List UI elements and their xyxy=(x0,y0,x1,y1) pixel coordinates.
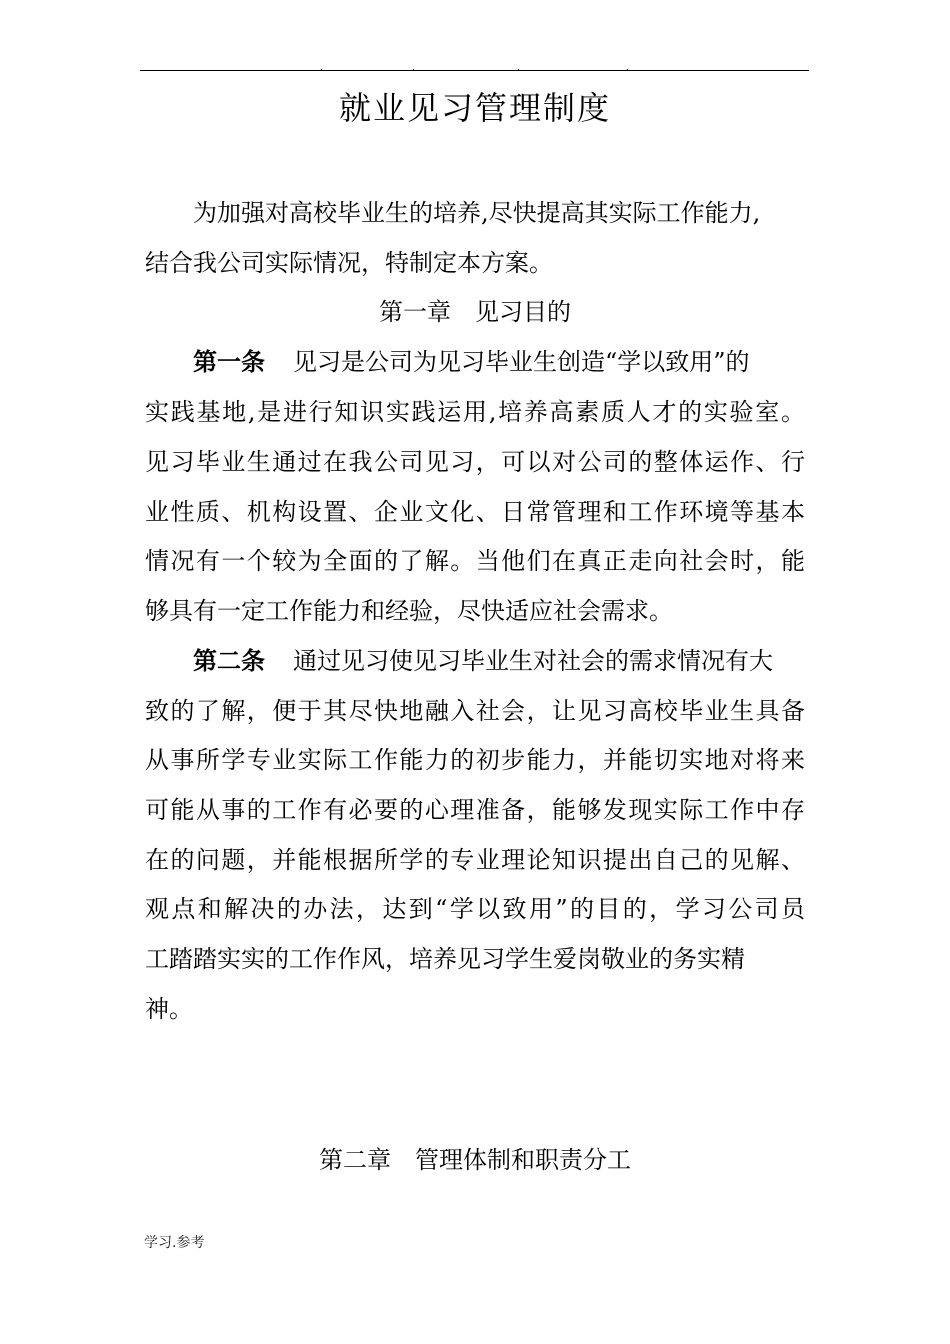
article-1-line: 情况有一个较为全面的了解。当他们在真正走向社会时，能 xyxy=(145,547,805,575)
intro-line-2: 结合我公司实际情况，特制定本方案。 xyxy=(145,249,553,277)
header-dot: . xyxy=(412,63,415,72)
article-1-text: 见习是公司为见习毕业生创造“学以致用”的 xyxy=(293,348,750,376)
article-2-line: 致的了解，便于其尽快地融入社会，让见习高校毕业生具备 xyxy=(145,697,805,725)
article-2-line: 从事所学专业实际工作能力的初步能力，并能切实地对将来 xyxy=(145,746,805,774)
header-dot: . xyxy=(320,63,323,72)
article-2-line: 可能从事的工作有必要的心理准备，能够发现实际工作中存 xyxy=(145,796,805,824)
chapter-2-heading: 第二章 管理体制和职责分工 xyxy=(319,1146,631,1174)
intro-line-1: 为加强对高校毕业生的培养,尽快提高其实际工作能力, xyxy=(193,199,761,227)
article-2-line: 工踏踏实实的工作作风，培养见习学生爱岗敬业的务实精 xyxy=(145,945,745,973)
header-dot: . xyxy=(517,63,520,72)
article-2-line: 神。 xyxy=(145,995,193,1023)
article-1-line: 够具有一定工作能力和经验，尽快适应社会需求。 xyxy=(145,597,673,625)
article-1-first-line xyxy=(193,347,805,377)
article-2-line: 观点和解决的办法，达到“学以致用”的目的，学习公司员 xyxy=(145,895,805,923)
article-2-text: 通过见习使见习毕业生对社会的需求情况有大 xyxy=(293,647,773,675)
article-1-line: 实践基地,是进行知识实践运用,培养高素质人才的实验室。 xyxy=(145,398,805,426)
article-2-line: 在的问题，并能根据所学的专业理论知识提出自己的见解、 xyxy=(145,846,805,874)
article-2-label: 第二条 xyxy=(193,646,265,675)
chapter-1-heading: 第一章 见习目的 xyxy=(379,298,571,326)
page-footer: 学习.参考 xyxy=(144,1235,205,1251)
article-2-first-line xyxy=(193,646,805,676)
header-rule xyxy=(140,70,809,71)
article-1-label: 第一条 xyxy=(193,347,265,376)
article-1-line: 业性质、机构设置、企业文化、日常管理和工作环境等基本 xyxy=(145,498,805,526)
document-title: 就业见习管理制度 xyxy=(338,89,611,127)
article-1-line: 见习毕业生通过在我公司见习，可以对公司的整体运作、行 xyxy=(145,448,805,476)
header-dot: . xyxy=(626,63,629,72)
